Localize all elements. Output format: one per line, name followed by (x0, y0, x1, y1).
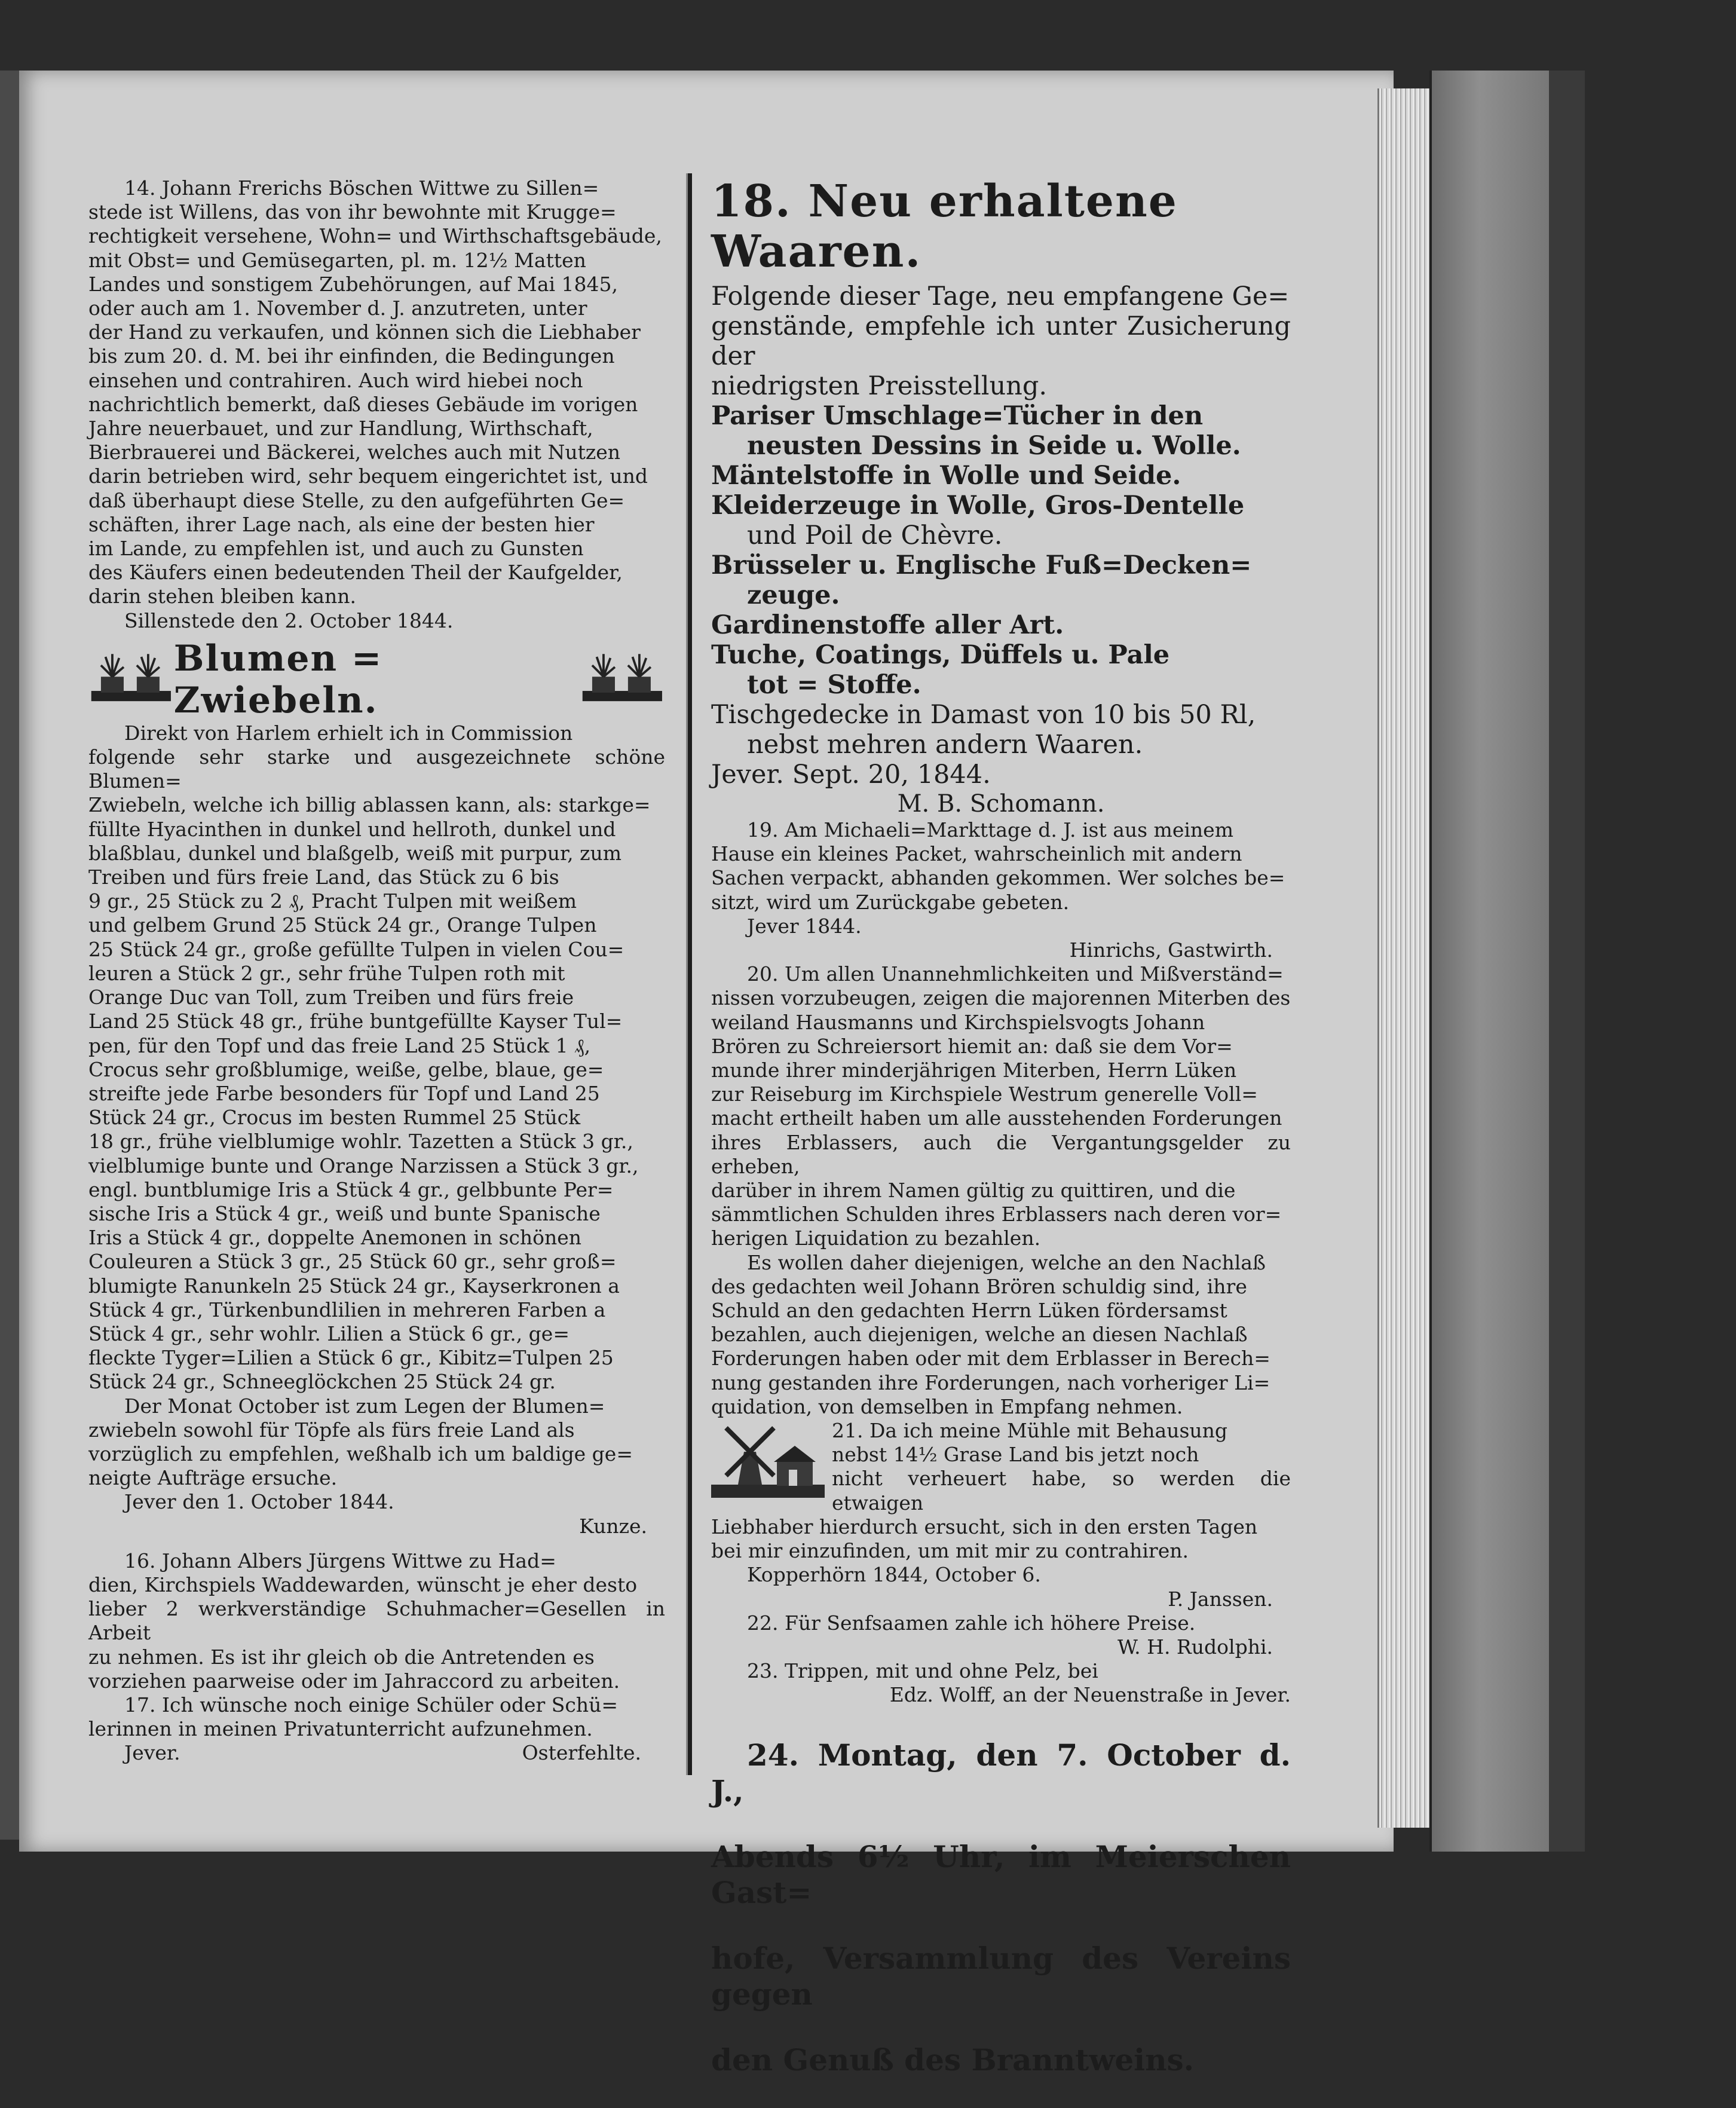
text-line: 20. Um allen Unannehmlichkeiten und Mißverständ= (747, 962, 1284, 986)
goods-line: Tuche, Coatings, Düffels u. Pale (711, 640, 1170, 670)
right-column (711, 176, 1291, 2108)
text-line: vielblumige bunte und Orange Narzissen a Stück 3 gr., (88, 1154, 639, 1177)
text-line: den Genuß des Branntweins. (711, 2042, 1195, 2078)
ad-signature: W. H. Rudolphi. (1117, 1635, 1273, 1659)
ad-date: Jever. Sept. 20, 1844. (711, 760, 991, 790)
goods-line: Mäntelstoffe in Wolle und Seide. (711, 461, 1181, 491)
goods-line: zeuge. (747, 580, 840, 610)
text-line: des gedachten weil Johann Brören schuldig sind, ihre (711, 1274, 1247, 1298)
text-line: fleckte Tyger=Lilien a Stück 6 gr., Kibitz=Tulpen 25 (88, 1346, 614, 1370)
goods-line: Tischgedecke in Damast von 10 bis 50 Rl, (711, 700, 1256, 730)
text-line: 9 gr., 25 Stück zu 2 ₰, Pracht Tulpen mit weißem (88, 889, 577, 913)
text-line: hofe, Versammlung des Vereins gegen (711, 1940, 1291, 2012)
text-line: füllte Hyacinthen in dunkel und hellroth, dunkel und (88, 817, 616, 841)
text-line: nebst 14½ Grase Land bis jetzt noch (832, 1443, 1199, 1467)
book-spine-shadow (1549, 71, 1585, 1852)
text-line: lerinnen in meinen Privatunterricht aufzunehmen. (88, 1717, 593, 1741)
flower-pots-icon (580, 650, 665, 709)
ad-24 (711, 1737, 1291, 2078)
ad-place: Jever. (124, 1741, 180, 1765)
text-line: Direkt von Harlem erhielt ich in Commission (124, 721, 573, 745)
text-line: zur Reiseburg im Kirchspiele Westrum generelle Voll= (711, 1082, 1258, 1106)
text-line: 24. Montag, den 7. October d. J., (711, 1737, 1291, 1809)
text-line: lieber 2 werkverständige Schuhmacher=Gesellen in Arbeit (88, 1597, 665, 1645)
ad-signature: Hinrichs, Gastwirth. (1069, 938, 1273, 962)
text-line: des Käufers einen bedeutenden Theil der Kaufgelder, (88, 561, 623, 585)
text-line: Sachen verpackt, abhanden gekommen. Wer solches be= (711, 866, 1285, 890)
text-line: bis zum 20. d. M. bei ihr einfinden, die Bedingungen (88, 344, 615, 368)
ad-place: Jever 1844. (747, 914, 862, 938)
ad-19 (711, 818, 1291, 962)
goods-line: Brüsseler u. Englische Fuß=Decken= (711, 550, 1252, 580)
text-line: 25 Stück 24 gr., große gefüllte Tulpen in vielen Cou= (88, 937, 624, 961)
text-line: bezahlen, auch diejenigen, welche an diesen Nachlaß (711, 1323, 1248, 1347)
spacer (88, 1538, 665, 1549)
ad-signature: M. B. Schomann. (897, 790, 1105, 818)
text-line: streifte jede Farbe besonders für Topf und Land 25 (88, 1081, 600, 1105)
text-line: nung gestanden ihre Forderungen, nach vorheriger Li= (711, 1370, 1270, 1394)
ad-footer (88, 1741, 665, 1765)
text-line: der Hand zu verkaufen, und können sich die Liebhaber (88, 320, 641, 344)
text-line: Jahre neuerbauet, und zur Handlung, Wirthschaft, (88, 417, 593, 440)
text-line: einsehen und contrahiren. Auch wird hiebei noch (88, 368, 583, 392)
text-line: Stück 4 gr., Türkenbundlilien in mehreren Farben a (88, 1298, 606, 1321)
text-line: Iris a Stück 4 gr., doppelte Anemonen in schönen (88, 1226, 582, 1250)
ad-15-flowers (88, 721, 665, 1538)
text-line: 14. Johann Frerichs Böschen Wittwe zu Sillen= (124, 176, 599, 200)
text-line: Folgende dieser Tage, neu empfangene Ge= (711, 282, 1290, 311)
text-line: Land 25 Stück 48 gr., frühe buntgefüllte Kayser Tul= (88, 1009, 623, 1033)
left-column (88, 176, 665, 1766)
ad-signature: Osterfehlte. (522, 1741, 641, 1765)
text-line: Hause ein kleines Packet, wahrscheinlich mit andern (711, 842, 1242, 866)
column-divider (686, 173, 692, 1775)
text-line: und gelbem Grund 25 Stück 24 gr., Orange Tulpen (88, 913, 597, 937)
goods-line: Gardinenstoffe aller Art. (711, 610, 1064, 640)
text-line: pen, für den Topf und das freie Land 25 Stück 1 ₰, (88, 1033, 591, 1057)
text-line: Treiben und fürs freie Land, das Stück zu 6 bis (88, 865, 559, 889)
text-line: schäften, ihrer Lage nach, als eine der besten hier (88, 512, 595, 536)
windmill-icon (711, 1419, 825, 1506)
text-line: sämmtlichen Schulden ihres Erblassers nach deren vor= (711, 1203, 1282, 1226)
ad-21-side-text (832, 1419, 1291, 1515)
text-line: dien, Kirchspiels Waddewarden, wünscht je eher desto (88, 1572, 638, 1596)
text-line: 21. Da ich meine Mühle mit Behausung (832, 1419, 1228, 1443)
text-line: zu nehmen. Es ist ihr gleich ob die Antretenden es (88, 1645, 595, 1669)
text-line: niedrigsten Preisstellung. (711, 371, 1048, 401)
text-line: Zwiebeln, welche ich billig ablassen kann, als: starkge= (88, 793, 651, 817)
text-line: Liebhaber hierdurch ersucht, sich in den ersten Tagen (711, 1515, 1258, 1538)
text-line: bei mir einzufinden, um mit mir zu contrahiren. (711, 1539, 1189, 1563)
ad-signature: Kunze. (579, 1514, 647, 1538)
text-line: Couleuren a Stück 3 gr., 25 Stück 60 gr., sehr groß= (88, 1250, 617, 1274)
ad-18 (711, 176, 1291, 818)
ad-heading: 18. Neu erhaltene Waaren. (711, 176, 1178, 277)
goods-line: tot = Stoffe. (747, 670, 921, 700)
text-line: Forderungen haben oder mit dem Erblasser in Berech= (711, 1347, 1270, 1370)
windmill-block (711, 1419, 1291, 1515)
text-line: Stück 24 gr., Crocus im besten Rummel 25 Stück (88, 1106, 581, 1130)
text-line: quidation, von demselben in Empfang nehmen. (711, 1394, 1183, 1418)
goods-line: und Poil de Chèvre. (747, 521, 1003, 550)
text-line: Crocus sehr großblumige, weiße, gelbe, blaue, ge= (88, 1057, 604, 1081)
text-line: 22. Für Senfsaamen zahle ich höhere Preise. (747, 1611, 1196, 1635)
book-cover-right (1429, 71, 1551, 1852)
text-line: blumigte Ranunkeln 25 Stück 24 gr., Kayserkronen a (88, 1274, 620, 1298)
page-edges (1377, 88, 1436, 1828)
text-line: leuren a Stück 2 gr., sehr frühe Tulpen roth mit (88, 961, 565, 985)
flower-pots-icon (88, 650, 174, 709)
text-line: genstände, empfehle ich unter Zusicherung der (711, 311, 1291, 371)
ad-date: Sillenstede den 2. October 1844. (124, 608, 454, 632)
text-line: darin stehen bleiben kann. (88, 585, 356, 608)
text-line: 19. Am Michaeli=Markttage d. J. ist aus meinem (747, 818, 1233, 842)
text-line: zwiebeln sowohl für Töpfe als fürs freie Land als (88, 1418, 575, 1442)
text-line: 23. Trippen, mit und ohne Pelz, bei (747, 1659, 1098, 1683)
goods-line: Kleiderzeuge in Wolle, Gros-Dentelle (711, 491, 1245, 521)
ad-20 (711, 962, 1291, 1419)
goods-line: neusten Dessins in Seide u. Wolle. (747, 431, 1241, 461)
text-line: 18 gr., frühe vielblumige wohlr. Tazetten a Stück 3 gr., (88, 1130, 633, 1154)
ad-16 (88, 1549, 665, 1693)
text-line: herigen Liquidation zu bezahlen. (711, 1226, 1041, 1250)
ad-21 (711, 1419, 1291, 1611)
ad-22 (711, 1611, 1291, 1659)
ad-date: Jever den 1. October 1844. (124, 1490, 394, 1514)
goods-line: Pariser Umschlage=Tücher in den (711, 401, 1204, 431)
text-line: nissen vorzubeugen, zeigen die majorennen Miterben des (711, 986, 1291, 1010)
ad-signature: P. Janssen. (1168, 1587, 1273, 1611)
text-line: Stück 24 gr., Schneeglöckchen 25 Stück 24 gr. (88, 1370, 556, 1394)
text-line: Es wollen daher diejenigen, welche an den Nachlaß (747, 1250, 1266, 1274)
text-line: neigte Aufträge ersuche. (88, 1466, 338, 1490)
ad-17 (88, 1693, 665, 1766)
text-line: vorziehen paarweise oder im Jahraccord zu arbeiten. (88, 1669, 620, 1693)
text-line: stede ist Willens, das von ihr bewohnte mit Krugge= (88, 200, 617, 224)
text-line: munde ihrer minderjährigen Miterben, Herrn Lüken (711, 1058, 1237, 1082)
ad-signature: Edz. Wolff, an der Neuenstraße in Jever. (889, 1683, 1291, 1707)
text-line: sische Iris a Stück 4 gr., weiß und bunte Spanische (88, 1201, 601, 1225)
text-line: ihres Erblassers, auch die Vergantungsgelder zu erheben, (711, 1130, 1291, 1178)
text-line: engl. buntblumige Iris a Stück 4 gr., gelbbunte Per= (88, 1177, 614, 1201)
text-line: Der Monat October ist zum Legen der Blumen= (124, 1394, 605, 1418)
ad-23 (711, 1659, 1291, 1707)
text-line: Landes und sonstigem Zubehörungen, auf Mai 1845, (88, 272, 619, 296)
text-line: Schuld an den gedachten Herrn Lüken fördersamst (711, 1299, 1227, 1323)
text-line: folgende sehr starke und ausgezeichnete schöne Blumen= (88, 745, 665, 793)
text-line: 17. Ich wünsche noch einige Schüler oder Schü= (124, 1693, 619, 1717)
text-line: Brören zu Schreiersort hiemit an: daß sie dem Vor= (711, 1034, 1233, 1058)
flowers-heading (88, 637, 665, 721)
text-line: darin betrieben wird, sehr bequem eingerichtet ist, und (88, 464, 648, 488)
text-line: nachrichtlich bemerkt, daß dieses Gebäude im vorigen (88, 392, 638, 416)
text-line: blaßblau, dunkel und blaßgelb, weiß mit purpur, zum (88, 841, 622, 865)
text-line: sitzt, wird um Zurückgabe gebeten. (711, 890, 1070, 914)
ad-date: Kopperhörn 1844, October 6. (747, 1563, 1041, 1587)
text-line: vorzüglich zu empfehlen, weßhalb ich um baldige ge= (88, 1442, 633, 1465)
text-line: oder auch am 1. November d. J. anzutreten, unter (88, 296, 587, 320)
text-line: Bierbrauerei und Bäckerei, welches auch mit Nutzen (88, 440, 621, 464)
text-line: daß überhaupt diese Stelle, zu den aufgeführten Ge= (88, 488, 625, 512)
text-line: rechtigkeit versehene, Wohn= und Wirthschaftsgebäude, (88, 224, 662, 248)
flowers-title: Blumen = Zwiebeln. (173, 637, 383, 721)
text-line: 16. Johann Albers Jürgens Wittwe zu Had= (124, 1549, 556, 1572)
text-line: im Lande, zu empfehlen ist, und auch zu Gunsten (88, 537, 584, 561)
text-line: darüber in ihrem Namen gültig zu quittiren, und die (711, 1179, 1236, 1203)
text-line: nicht verheuert habe, so werden die etwaigen (832, 1467, 1291, 1515)
text-line: Stück 4 gr., sehr wohlr. Lilien a Stück 6 gr., ge= (88, 1321, 570, 1345)
text-line: Orange Duc van Toll, zum Treiben und fürs freie (88, 986, 574, 1009)
text-line: Abends 6½ Uhr, im Meierschen Gast= (711, 1838, 1291, 1910)
ad-14 (88, 176, 665, 633)
goods-line: nebst mehren andern Waaren. (747, 730, 1143, 760)
text-line: mit Obst= und Gemüsegarten, pl. m. 12½ Matten (88, 248, 586, 272)
text-line: macht ertheilt haben um alle ausstehenden Forderungen (711, 1106, 1282, 1130)
text-line: weiland Hausmanns und Kirchspielsvogts Johann (711, 1010, 1205, 1034)
